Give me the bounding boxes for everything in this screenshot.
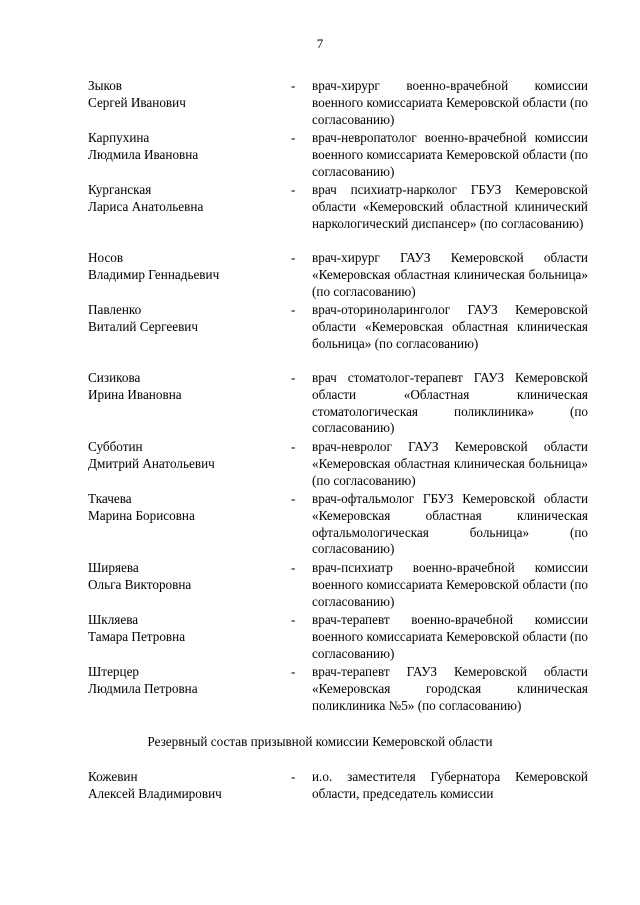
member-name xyxy=(88,560,288,594)
member-name xyxy=(88,491,288,525)
dash: - xyxy=(291,370,296,385)
member-name xyxy=(88,302,288,336)
member-given-name: Людмила Ивановна xyxy=(88,146,199,162)
member-name xyxy=(88,78,288,112)
member-surname: Павленко xyxy=(88,302,142,317)
member-name xyxy=(88,612,288,646)
member-role: врач-психиатр военно-врачебной комиссии военного комиссариата Кемеровской области (по согласованию) xyxy=(312,560,588,609)
member-name xyxy=(88,664,288,698)
member-role: врач-невропатолог военно-врачебной комиссии военного комиссариата Кемеровской области (по согласованию) xyxy=(312,130,588,179)
member-role: врач стоматолог-терапевт ГАУЗ Кемеровской области «Областная клиническая стоматологическая поликлиника» (по согласованию) xyxy=(312,370,588,436)
member-name xyxy=(88,439,288,473)
member-role: врач-оториноларинголог ГАУЗ Кемеровской области «Кемеровская областная клиническая больница» (по согласованию) xyxy=(312,302,588,351)
dash: - xyxy=(291,560,296,575)
member-given-name: Ирина Ивановна xyxy=(88,386,182,402)
dash: - xyxy=(291,78,296,93)
member-surname: Кожевин xyxy=(88,769,138,784)
dash: - xyxy=(291,769,296,784)
member-surname: Ширяева xyxy=(88,560,139,575)
dash: - xyxy=(291,439,296,454)
page-number: 7 xyxy=(316,36,324,51)
member-surname: Зыков xyxy=(88,78,123,93)
member-given-name: Владимир Геннадьевич xyxy=(88,266,220,282)
member-role: врач-офтальмолог ГБУЗ Кемеровской области «Кемеровская областная клиническая офтальмологическая больница» (по согласованию) xyxy=(312,491,588,557)
reserve-section-title: Резервный состав призывной комиссии Кемеровской области xyxy=(147,734,493,749)
member-role: врач-терапевт ГАУЗ Кемеровской области «Кемеровская городская клиническая поликлиника №5» (по согласованию) xyxy=(312,664,588,713)
member-given-name: Виталий Сергеевич xyxy=(88,318,199,334)
member-name xyxy=(88,769,288,803)
member-role: врач-терапевт военно-врачебной комиссии военного комиссариата Кемеровской области (по согласованию) xyxy=(312,612,588,661)
dash: - xyxy=(291,130,296,145)
member-surname: Штерцер xyxy=(88,664,140,679)
member-surname: Ткачева xyxy=(88,491,132,506)
dash: - xyxy=(291,250,296,265)
member-given-name: Марина Борисовна xyxy=(88,507,195,523)
member-given-name: Сергей Иванович xyxy=(88,94,186,110)
dash: - xyxy=(291,612,296,627)
member-surname: Карпухина xyxy=(88,130,150,145)
member-surname: Носов xyxy=(88,250,124,265)
dash: - xyxy=(291,302,296,317)
member-role: врач-хирург ГАУЗ Кемеровской области «Кемеровская областная клиническая больница» (по согласованию) xyxy=(312,250,588,299)
dash: - xyxy=(291,182,296,197)
member-role: врач психиатр-нарколог ГБУЗ Кемеровской области «Кемеровский областной клинический наркологический диспансер» (по согласованию) xyxy=(312,182,588,231)
dash: - xyxy=(291,664,296,679)
member-given-name: Тамара Петровна xyxy=(88,628,186,644)
member-name xyxy=(88,250,288,284)
member-role: и.о. заместителя Губернатора Кемеровской области, председатель комиссии xyxy=(312,769,588,801)
member-given-name: Дмитрий Анатольевич xyxy=(88,455,215,471)
member-surname: Субботин xyxy=(88,439,143,454)
member-name xyxy=(88,130,288,164)
member-surname: Сизикова xyxy=(88,370,141,385)
member-surname: Курганская xyxy=(88,182,152,197)
member-given-name: Лариса Анатольевна xyxy=(88,198,204,214)
member-role: врач-хирург военно-врачебной комиссии военного комиссариата Кемеровской области (по согласованию) xyxy=(312,78,588,127)
dash: - xyxy=(291,491,296,506)
member-name xyxy=(88,370,288,404)
member-given-name: Людмила Петровна xyxy=(88,680,198,696)
member-given-name: Ольга Викторовна xyxy=(88,576,192,592)
member-name xyxy=(88,182,288,216)
member-surname: Шкляева xyxy=(88,612,139,627)
member-role: врач-невролог ГАУЗ Кемеровской области «Кемеровская областная клиническая больница» (по согласованию) xyxy=(312,439,588,488)
member-given-name: Алексей Владимирович xyxy=(88,785,222,801)
